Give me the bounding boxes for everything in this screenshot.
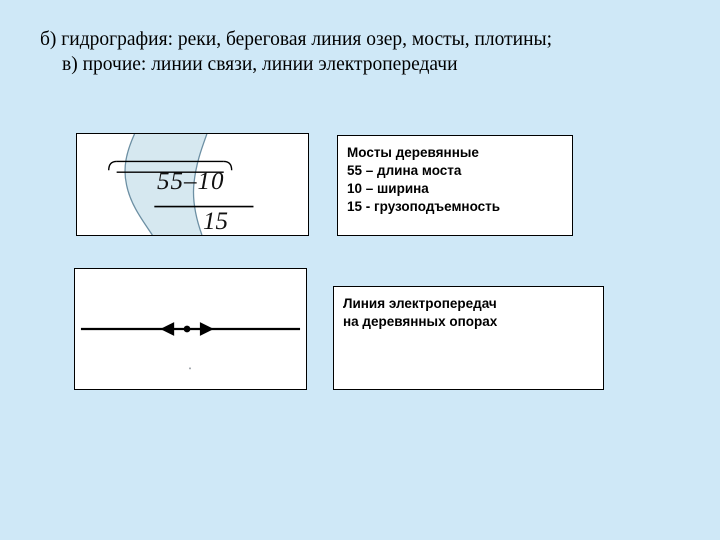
power-line-arrow-left [160, 322, 174, 336]
power-line-symbol-drawing [75, 269, 306, 389]
power-line-arrow-right [200, 322, 214, 336]
bridge-caption-line-1: Мосты деревянные [347, 145, 479, 160]
heading-line-1: б) гидрография: реки, береговая линия озер, мосты, плотины; [40, 29, 553, 50]
bridge-length-width-label: 55–10 [157, 168, 225, 195]
power-caption-line-1: Линия электропередач [343, 296, 497, 311]
bridge-caption [337, 135, 573, 236]
bridge-capacity-label: 15 [203, 208, 228, 235]
bridge-symbol-figure [76, 133, 309, 236]
power-line-symbol-figure [74, 268, 307, 390]
bridge-caption-line-3: 10 – ширина [347, 180, 429, 196]
figure-speck [189, 367, 191, 369]
bridge-caption-line-2: 55 – длина моста [347, 162, 462, 178]
bridge-end-left [109, 161, 117, 170]
power-line-pole-dot [184, 326, 191, 333]
power-line-caption [333, 286, 604, 390]
bridge-end-right [224, 161, 232, 170]
bridge-caption-line-4: 15 - грузоподъемность [347, 198, 501, 214]
page-title [40, 28, 680, 78]
power-caption-line-2: на деревянных опорах [343, 313, 498, 329]
heading-line-2: в) прочие: линии связи, линии электропередачи [62, 53, 458, 75]
